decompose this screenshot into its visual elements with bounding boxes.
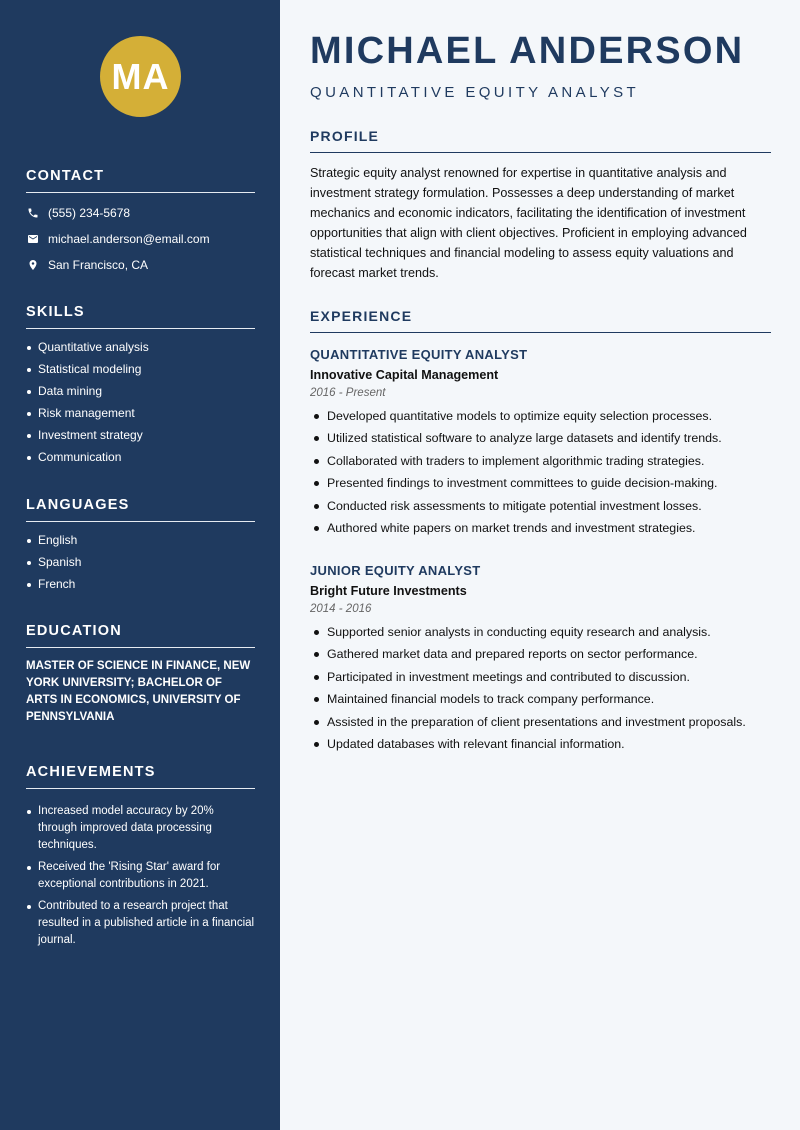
list-item: Updated databases with relevant financial information. [310,733,771,755]
profile-heading: PROFILE [310,128,771,153]
education-heading: EDUCATION [26,623,255,648]
candidate-title: QUANTITATIVE EQUITY ANALYST [310,84,640,101]
job-title: QUANTITATIVE EQUITY ANALYST [310,347,528,362]
languages-list [26,532,255,593]
job-bullets [310,405,771,539]
profile-text: Strategic equity analyst renowned for expertise in quantitative analysis and investment strategy formulation. Possesses a deep understanding of market mechanics and economic indicators, facilitating the identification of investment opportunities that align with client objectives. Proficient in employing advanced statistical techniques and financial modeling to assess equity valuations and forecast market trends. [310,166,747,280]
job-dates: 2014 - 2016 [310,603,372,615]
list-item: Received the 'Rising Star' award for exceptional contributions in 2021. [26,859,255,893]
education-section [26,623,255,726]
job-entry [310,563,771,755]
contact-email [26,231,255,247]
phone-icon [26,207,39,220]
list-item: Risk management [26,405,255,422]
job-dates: 2016 - Present [310,387,386,399]
list-item: Increased model accuracy by 20% through improved data processing techniques. [26,803,255,854]
contact-heading: CONTACT [26,168,255,193]
list-item: Communication [26,449,255,466]
list-item: Supported senior analysts in conducting equity research and analysis. [310,621,771,643]
contact-section [26,168,255,273]
achievements-list [26,803,255,949]
list-item: Participated in investment meetings and contributed to discussion. [310,666,771,688]
avatar-initials: MA [111,55,170,97]
list-item: Developed quantitative models to optimize equity selection processes. [310,405,771,427]
job-entry [310,347,771,539]
list-item: Investment strategy [26,427,255,444]
education-text: MASTER OF SCIENCE IN FINANCE, NEW YORK UNIVERSITY; BACHELOR OF ARTS IN ECONOMICS, UNIVERSITY OF PENNSYLVANIA [26,660,251,723]
job-bullets [310,621,771,755]
list-item: Utilized statistical software to analyze large datasets and identify trends. [310,427,771,449]
sidebar [0,0,280,1130]
list-item: Gathered market data and prepared reports on sector performance. [310,643,771,665]
skills-section [26,304,255,471]
experience-heading: EXPERIENCE [310,308,771,333]
job-company: Bright Future Investments [310,584,467,598]
job-company: Innovative Capital Management [310,368,499,382]
email-text[interactable]: michael.anderson@email.com [48,232,210,246]
list-item: Spanish [26,554,255,571]
skills-list [26,339,255,466]
avatar [100,36,181,117]
list-item: Authored white papers on market trends and investment strategies. [310,517,771,539]
job-title: JUNIOR EQUITY ANALYST [310,563,481,578]
candidate-name: MICHAEL ANDERSON [310,30,745,72]
list-item: Statistical modeling [26,361,255,378]
languages-section [26,497,255,598]
location-pin-icon [26,259,39,272]
contact-phone [26,205,255,221]
languages-heading: LANGUAGES [26,497,255,522]
profile-section [310,128,771,283]
achievements-heading: ACHIEVEMENTS [26,764,255,789]
contact-location [26,257,255,273]
skills-heading: SKILLS [26,304,255,329]
list-item: Assisted in the preparation of client presentations and investment proposals. [310,711,771,733]
phone-text[interactable]: (555) 234-5678 [48,206,131,220]
email-icon [26,233,39,246]
list-item: English [26,532,255,549]
list-item: Presented findings to investment committees to guide decision-making. [310,472,771,494]
list-item: Conducted risk assessments to mitigate potential investment losses. [310,495,771,517]
experience-section [310,308,771,333]
list-item: Data mining [26,383,255,400]
list-item: Collaborated with traders to implement algorithmic trading strategies. [310,450,771,472]
list-item: Contributed to a research project that resulted in a published article in a financial journal. [26,898,255,949]
achievements-section [26,764,255,954]
list-item: French [26,576,255,593]
location-text: San Francisco, CA [48,258,149,272]
list-item: Maintained financial models to track company performance. [310,688,771,710]
list-item: Quantitative analysis [26,339,255,356]
